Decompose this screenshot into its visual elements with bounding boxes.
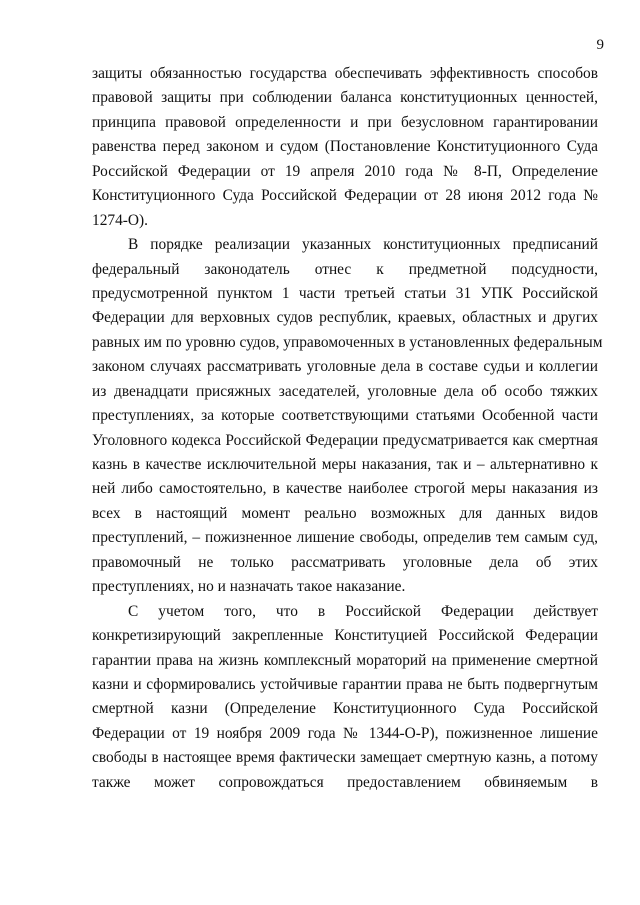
text-line: Федерации для верховных судов республик, краевых, областных и других — [92, 309, 598, 327]
text-line: федеральный законодатель отнес к предметной подсудности, — [92, 260, 598, 278]
text-line: Конституционного Суда Российской Федерации от 28 июня 2012 года № — [92, 187, 598, 205]
text-line: также может сопровождаться предоставлением обвиняемым в — [92, 773, 598, 791]
text-line: равенства перед законом и судом (Постановление Конституционного Суда — [92, 138, 598, 156]
text-line: защиты обязанностью государства обеспечивать эффективность способов — [92, 65, 598, 82]
text-line: принципа правовой определенности и при безусловном гарантировании — [92, 113, 598, 131]
text-line: ней либо самостоятельно, в качестве наиболее строгой меры наказания из — [92, 480, 598, 498]
page-number: 9 — [596, 37, 604, 53]
text-line: смертной казни (Определение Конституционного Суда Российской — [92, 700, 598, 718]
text-line: Федерации от 19 ноября 2009 года № 1344-О-Р), пожизненное лишение — [92, 724, 598, 742]
text-line: преступлениях, но и назначать такое наказание. — [92, 578, 406, 596]
text-line: правомочный не только рассматривать уголовные дела об этих — [92, 553, 598, 571]
text-line: Уголовного кодекса Российской Федерации предусматривается как смертная — [92, 431, 598, 449]
paragraph — [92, 600, 598, 796]
text-line: из двенадцати присяжных заседателей, уголовные дела об особо тяжких — [92, 382, 598, 400]
text-line: предусмотренной пунктом 1 части третьей статьи 31 УПК Российской — [92, 284, 598, 302]
text-line: преступлений, – пожизненное лишение свободы, определив тем самым суд, — [92, 529, 598, 547]
document-body — [92, 62, 603, 795]
text-line: законом случаях рассматривать уголовные дела в составе судьи и коллегии — [92, 358, 598, 376]
text-line: равных им по уровню судов, управомоченных в установленных федеральным — [92, 333, 603, 351]
text-line: свободы в настоящее время фактически замещает смертную казнь, а потому — [92, 749, 598, 767]
text-line: правовой защиты при соблюдении баланса конституционных ценностей, — [92, 89, 598, 107]
text-line: С учетом того, что в Российской Федерации действует — [128, 602, 598, 620]
paragraph — [92, 62, 598, 233]
text-line: казни и сформировались устойчивые гарантии права не быть подвергнутым — [92, 675, 598, 693]
text-line: всех в настоящий момент реально возможных для данных видов — [92, 504, 598, 522]
text-line: казнь в качестве исключительной меры наказания, так и – альтернативно к — [92, 456, 598, 473]
text-line: Российской Федерации от 19 апреля 2010 года № 8-П, Определение — [92, 162, 598, 180]
text-line: гарантии права на жизнь комплексный мораторий на применение смертной — [92, 651, 598, 669]
text-line: В порядке реализации указанных конституционных предписаний — [128, 236, 598, 254]
text-line: конкретизирующий закрепленные Конституцией Российской Федерации — [92, 627, 598, 645]
text-line: 1274-О). — [92, 211, 148, 229]
paragraph — [92, 233, 603, 600]
text-line: преступлениях, за которые соответствующими статьями Особенной части — [92, 407, 598, 425]
